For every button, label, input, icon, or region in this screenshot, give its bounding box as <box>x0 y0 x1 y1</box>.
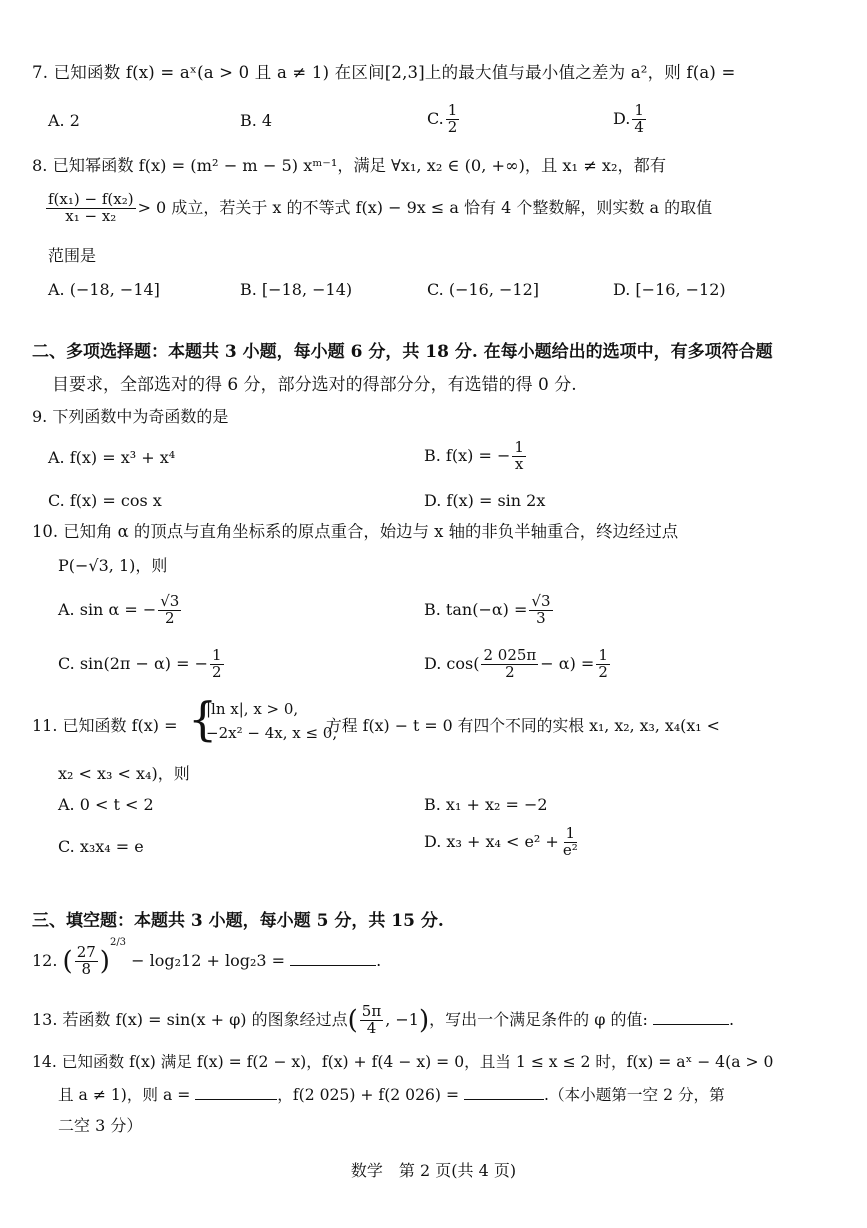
fraction-denominator: e² <box>562 840 578 859</box>
q11-option-d-fraction <box>561 826 580 859</box>
fraction-numerator: √3 <box>531 592 551 610</box>
q10-line2: P(−√3, 1)，则 <box>58 556 168 575</box>
q11-option-c: C. x₃x₄ = e <box>58 837 144 856</box>
q14-answer-blank-2[interactable] <box>464 1099 544 1100</box>
q14-line2-b: ，f(2 025) + f(2 026) = <box>277 1086 460 1104</box>
q10-option-c-fraction <box>210 648 224 681</box>
q9-option-b-label: B. f(x) = − <box>424 445 511 465</box>
q7-option-d-fraction <box>632 103 646 136</box>
left-paren-icon: ( <box>347 1005 358 1036</box>
q11-tail: 方程 f(x) − t = 0 有四个不同的实根 x₁, x₂, x₃, x₄(x₁ < <box>326 716 720 735</box>
q8-option-d: D. [−16, −12) <box>613 280 726 299</box>
fraction-numerator: 1 <box>447 101 458 119</box>
q8-option-b: B. [−18, −14) <box>240 280 353 299</box>
fraction-denominator: 4 <box>634 117 644 136</box>
q10-option-d-mid: − α) = <box>540 653 595 673</box>
q11-option-a: A. 0 < t < 2 <box>58 795 154 814</box>
q8-line1: 8. 已知幂函数 f(x) = (m² − m − 5) xᵐ⁻¹，满足 ∀x₁, x₂ ∈ (0, +∞)，且 x₁ ≠ x₂，都有 <box>32 156 667 175</box>
q7-option-c <box>427 103 461 136</box>
q12-answer-blank[interactable] <box>290 965 376 966</box>
q9-option-b <box>424 440 528 473</box>
section2-heading: 二、多项选择题：本题共 3 小题，每小题 6 分，共 18 分. 在每小题给出的选项中，有多项符合题 <box>32 342 773 362</box>
q8-option-c: C. (−16, −12] <box>427 280 540 299</box>
q12-period: . <box>376 950 382 970</box>
q14-line2-c: .（本小题第一空 2 分，第 <box>544 1086 725 1104</box>
q11-option-d <box>424 826 582 859</box>
q10-option-b <box>424 594 555 627</box>
q11-option-d-label: D. x₃ + x₄ < e² + <box>424 831 559 851</box>
q10-option-c <box>58 648 226 681</box>
section3-heading: 三、填空题：本题共 3 小题，每小题 5 分，共 15 分. <box>32 911 444 931</box>
q10-option-d <box>424 648 612 681</box>
fraction-numerator: 1 <box>514 438 524 456</box>
fraction-denominator: 3 <box>536 608 546 627</box>
q8-line2 <box>44 192 712 225</box>
q10-option-c-label: C. sin(2π − α) = − <box>58 653 209 673</box>
q10-option-a-fraction <box>158 594 181 627</box>
q11-case2: −2x² − 4x, x ≤ 0, <box>206 724 338 742</box>
q9-stem: 9. 下列函数中为奇函数的是 <box>32 407 229 426</box>
q13 <box>32 1004 734 1037</box>
fraction-denominator: 2 <box>447 117 458 136</box>
q13-period: . <box>729 1009 735 1029</box>
q7-option-a: A. 2 <box>48 111 80 130</box>
q7-stem: 7. 已知函数 f(x) = aˣ(a > 0 且 a ≠ 1) 在区间[2,3]上的最大值与最小值之差为 a²，则 f(a) = <box>32 63 736 82</box>
fraction-denominator: 2 <box>165 608 175 627</box>
q13-stem: 13. 若函数 f(x) = sin(x + φ) 的图象经过点 <box>32 1009 348 1029</box>
left-brace-icon: { <box>188 692 218 746</box>
q13-answer-blank[interactable] <box>653 1024 729 1025</box>
q9-option-d: D. f(x) = sin 2x <box>424 491 546 510</box>
right-paren-icon: ) <box>418 1005 430 1036</box>
q9-option-a: A. f(x) = x³ + x⁴ <box>48 448 176 467</box>
q13-point-y: , −1 <box>385 1009 419 1029</box>
q8-fraction <box>46 192 136 225</box>
q11-case1: |ln x|, x > 0, <box>206 700 299 718</box>
fraction-numerator: √3 <box>160 592 180 610</box>
q12-expression: − log₂12 + log₂3 = <box>131 950 286 970</box>
fraction-numerator: 1 <box>565 824 576 842</box>
q14-line1: 14. 已知函数 f(x) 满足 f(x) = f(2 − x)，f(x) + f(4 − x) = 0，且当 1 ≤ x ≤ 2 时，f(x) = aˣ − 4(a > 0 <box>32 1053 774 1071</box>
q12-number: 12. <box>32 950 58 970</box>
fraction-denominator: x <box>514 454 524 473</box>
q10-option-d-fraction-1 <box>481 648 538 681</box>
q11-line2: x₂ < x₃ < x₄)，则 <box>58 764 190 783</box>
q9-option-c: C. f(x) = cos x <box>48 491 162 510</box>
q8-option-a: A. (−18, −14] <box>48 280 160 299</box>
q8-line2-text: > 0 成立，若关于 x 的不等式 f(x) − 9x ≤ a 恰有 4 个整数解，则实数 a 的取值 <box>137 197 713 217</box>
q14-line2-a: 且 a ≠ 1)，则 a = <box>58 1086 191 1104</box>
q14-line2 <box>58 1088 725 1104</box>
q7-option-c-label: C. <box>427 108 444 128</box>
q10-option-d-label: D. cos( <box>424 653 480 673</box>
q12-exponent: 2/3 <box>109 937 127 949</box>
fraction-denominator: 2 <box>598 662 608 681</box>
q10-option-a-label: A. sin α = − <box>58 599 157 619</box>
right-paren-icon: ) <box>99 946 110 977</box>
section2-instructions: 目要求，全部选对的得 6 分，部分选对的得部分分，有选错的得 0 分. <box>52 375 577 395</box>
q9-option-b-fraction <box>512 440 526 473</box>
q10-option-d-fraction-2 <box>596 648 610 681</box>
fraction-denominator: 8 <box>81 959 92 978</box>
q7-option-d <box>613 103 648 136</box>
fraction-numerator: 1 <box>634 101 644 119</box>
q13-fraction <box>360 1004 383 1037</box>
left-paren-icon: ( <box>62 946 73 977</box>
q10-option-a <box>58 594 183 627</box>
q11-lead: 11. 已知函数 f(x) = <box>32 716 178 735</box>
q7-option-d-label: D. <box>613 108 631 128</box>
fraction-denominator: 4 <box>366 1018 377 1037</box>
q14-line3: 二空 3 分） <box>58 1116 143 1135</box>
q13-instruction: ，写出一个满足条件的 φ 的值: <box>429 1009 648 1029</box>
q10-option-b-fraction <box>529 594 552 627</box>
q11-option-b: B. x₁ + x₂ = −2 <box>424 795 548 814</box>
q7-option-c-fraction <box>446 103 460 136</box>
page-footer: 数学 第 2 页(共 4 页) <box>350 1161 517 1180</box>
q12-fraction <box>75 945 98 978</box>
q10-line1: 10. 已知角 α 的顶点与直角坐标系的原点重合，始边与 x 轴的非负半轴重合，终边经过点 <box>32 522 679 541</box>
fraction-numerator: 1 <box>212 646 222 664</box>
fraction-numerator: 27 <box>76 943 96 961</box>
fraction-denominator: 2 <box>505 662 515 681</box>
q14-answer-blank-1[interactable] <box>195 1099 277 1100</box>
fraction-denominator: x₁ − x₂ <box>65 206 117 225</box>
q12 <box>32 937 382 978</box>
q10-option-b-label: B. tan(−α) = <box>424 599 528 619</box>
fraction-numerator: 5π <box>361 1002 382 1020</box>
fraction-numerator: 2 025π <box>483 646 537 664</box>
fraction-numerator: 1 <box>598 646 608 664</box>
q8-line3: 范围是 <box>48 246 97 265</box>
fraction-numerator: f(x₁) − f(x₂) <box>48 190 134 208</box>
fraction-denominator: 2 <box>212 662 222 681</box>
q7-option-b: B. 4 <box>240 111 273 130</box>
